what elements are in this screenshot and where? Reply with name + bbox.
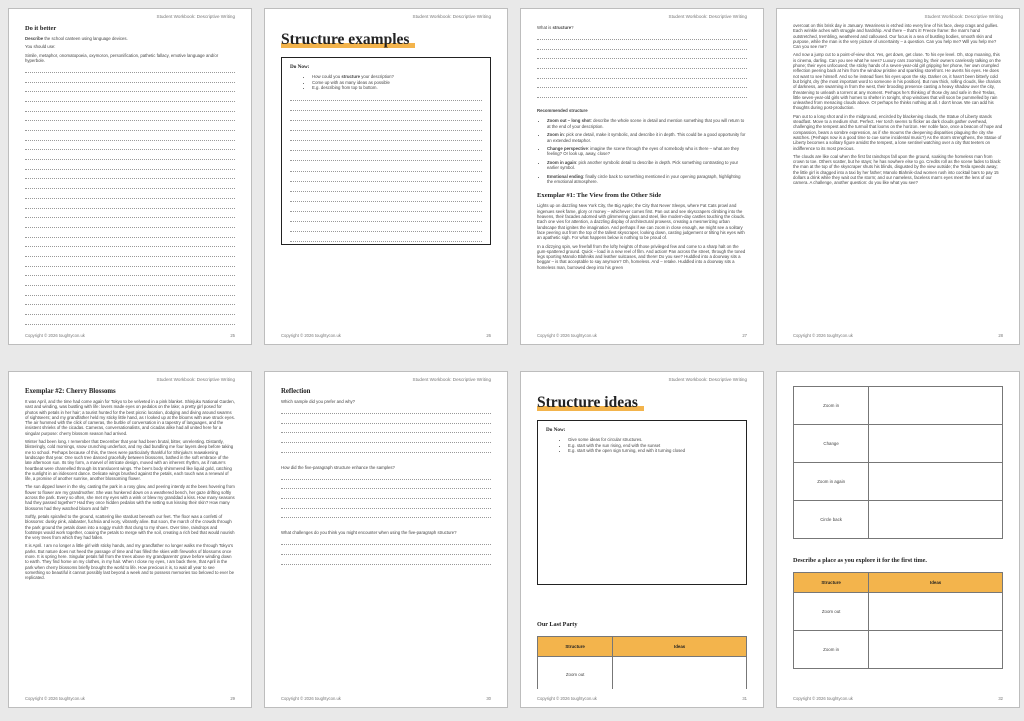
page-footer: Copyright © 2026 toughtycon.uk 30 [281, 696, 491, 701]
ruled-line [25, 208, 235, 209]
list-item: • Change perspective: imagine the scene through the eyes of somebody who is there – what are they feeling? Or look up, away, close? [547, 146, 747, 157]
ruled-line [290, 181, 482, 182]
ruled-line [25, 227, 235, 228]
ruled-line [290, 171, 482, 172]
column-header: Ideas [613, 637, 747, 657]
table-cell: Zoom in [794, 387, 869, 425]
page-footer: Copyright © 2026 toughtycon.uk 29 [25, 696, 235, 701]
list-item: • Give some ideas for circular structures. [568, 437, 738, 443]
ruled-line [25, 169, 235, 170]
page-header: Student Workbook: Descriptive Writing [924, 14, 1003, 19]
structure-table [793, 386, 1003, 539]
ruled-line [537, 97, 747, 98]
ruled-line [281, 564, 491, 565]
ruled-line [25, 72, 235, 73]
table-cell: Zoom out [794, 593, 869, 631]
paragraph: Softly, petals spiralled to the ground, scattering like stardust beneath our feet. The floor was a confetti of blossoms: dusky pink, alabaster, fuchsia and ivory, vibrantly alive. But soon, the march of the crowds through the park ground the petals down into a soggy mulch that clung to my shoes. Over time, raindrops and footsteps would work together, coaxing the petals to merge with the soil, creating a rich bed that would nourish the very trees from which they had fallen. [25, 513, 235, 541]
page-title: Do it better [25, 25, 57, 32]
list-item: • E.g. describing from top to bottom. [312, 85, 482, 91]
ruled-line [290, 160, 482, 161]
writing-lines[interactable] [290, 100, 482, 242]
devices-list: Simile, metaphor, onomatopoeia, oxymoron, personification, pathetic fallacy, emotive language and/or hyperbole. [25, 52, 219, 63]
workbook-page-26 [264, 8, 508, 345]
section-title: Our Last Party [537, 621, 578, 628]
ruled-line [281, 554, 491, 555]
ruled-line [537, 49, 747, 50]
ruled-line [25, 266, 235, 267]
page-header: Student Workbook: Descriptive Writing [156, 14, 235, 19]
ruled-line [25, 159, 235, 160]
ruled-line [537, 39, 747, 40]
page-title: Reflection [281, 388, 311, 395]
section-title: Exemplar #1: The View from the Other Side [537, 192, 662, 200]
column-header: Structure [538, 637, 613, 657]
workbook-page-28 [776, 8, 1020, 345]
ruled-line [281, 498, 491, 499]
do-now-box [537, 420, 747, 585]
ruled-line [25, 256, 235, 257]
ruled-line [290, 211, 482, 212]
ruled-line [25, 285, 235, 286]
page-number: 31 [742, 696, 747, 701]
ruled-line [25, 91, 235, 92]
structure-table [537, 636, 747, 689]
list-item: • E.g. start with the open sign turning, end with it turning closed [568, 448, 738, 454]
ruled-line [290, 120, 482, 121]
page-header: Student Workbook: Descriptive Writing [412, 14, 491, 19]
ideas-cell[interactable] [869, 463, 1003, 501]
list-item: • Emotional ending: finally circle back to something mentioned in your opening paragraph, highlighting the emotional atmosphere. [547, 174, 747, 185]
page-footer: Copyright © 2026 toughtycon.uk 32 [793, 696, 1003, 701]
list-item: • How could you structure your description? [312, 74, 482, 80]
ruled-line [537, 68, 747, 69]
page-number: 32 [998, 696, 1003, 701]
recommended-structure-list [547, 118, 747, 184]
page-title: Structure ideas [537, 394, 638, 412]
page-number: 27 [742, 333, 747, 338]
table-cell: Circle back [794, 501, 869, 539]
ruled-line [25, 188, 235, 189]
page-header: Student Workbook: Descriptive Writing [668, 14, 747, 19]
ruled-line [290, 201, 482, 202]
page-number: 28 [998, 333, 1003, 338]
ideas-cell[interactable] [613, 657, 747, 690]
ideas-cell[interactable] [869, 593, 1003, 631]
paragraph: overcoat on this brisk day in January. Weariness is etched into every line of his face, deep crags and gullies. Each wrinkle aches with struggle and hardship. And there – that's it! Freeze frame: the man's hand outstretched, trembling, weathered and calloused. Our focus is a sea of bustling bodies, smooth skin and purpose, while the man is the very picture of uncertainty – a question. Can you help me? Will you help me? Can you see me? [793, 23, 999, 50]
page-header: Student Workbook: Descriptive Writing [156, 377, 235, 382]
list-item: • Zoom in again: pick another symbolic detail to describe in depth. Pick something contrasting to your earlier symbol. [547, 160, 747, 171]
ruled-line [537, 78, 747, 79]
list-item: • Come up with as many ideas as possible [312, 80, 482, 86]
ruled-line [281, 452, 491, 453]
writing-lines[interactable] [25, 72, 235, 325]
ruled-line [25, 314, 235, 315]
workbook-page-29 [8, 371, 252, 708]
ruled-line [281, 488, 491, 489]
section-heading: Recommended structure [537, 108, 588, 114]
paragraph: Pan out to a long shot and in the midground, encircled by blackening clouds, the Statue of Liberty stands steadfast. Move to a medium shot. Perfect. Her torch seems to flicker as dark clouds gather overhead, challenging the tempest and the turmoil that looms on the horizon. Her noble face, once a beacon of hope and compassion, bears a sombre expression, as if she mourns the deepening disparities plaguing the city she watches. (Perhaps now is a good time to cue some incidental music?) As the storm strengthens, the Statue of Liberty becomes a solitary figure amidst the tempest, a lone sentinel watching over a city that teeters on indifference to its most precious. [793, 113, 1003, 151]
do-now-label: Do Now: [546, 427, 566, 433]
ruled-line [25, 101, 235, 102]
workbook-page-27 [520, 8, 764, 345]
ruled-line [290, 130, 482, 131]
task-instruction: Describe the school canteen using language devices. [25, 36, 128, 41]
ruled-line [25, 149, 235, 150]
ruled-line [281, 517, 491, 518]
ruled-line [281, 544, 491, 545]
paragraph: In a dizzying spin, we freefall from the lofty heights of those privileged few and come to a sharp halt on the gum-spattered ground. Quick – load in a new reel of film. And action! Pan across the street, through the toned legs sporting Manolo Blahniks and leather suitcases, and there! Do you see? Huddled into a doorway sits a beggar – is that acceptable to say anymore? Oh, homeless. And – retake. Huddled into a doorway sits a homeless man, burrowed deep into his green [537, 243, 746, 270]
ruled-line [25, 275, 235, 276]
ruled-line [290, 221, 482, 222]
ruled-line [25, 120, 235, 121]
ruled-line [281, 442, 491, 443]
paragraph: Lights up on dazzling New York City, the Big Apple; the City that Never Sleeps, where Fat Cats prowl and ingenues seek fame, glory or money – whichever comes first. Pan out and see skyscrapers climbing into the heavens, their facades adorned with glimmering glass and steel, like modern-day castles touching the clouds. Each one vies for attention, a dazzling display of architectural prowess, creating a mesmerizing urban landscape that ignites the imagination. And perhaps if we can zoom in close enough, we might see a solitary face peering out from the top of the tallest skyscraper, looking down, casting judgement or tilting his eyes with an apathetic sigh. For what happens below is nothing to be proud of. [537, 203, 746, 241]
do-now-box [281, 57, 491, 245]
workbook-page-25 [8, 8, 252, 345]
ruled-line [25, 140, 235, 141]
ruled-line [290, 150, 482, 151]
ruled-line [25, 111, 235, 112]
list-item: • E.g. start with the sun rising, end with the sunset [568, 443, 738, 449]
ruled-line [290, 241, 482, 242]
paragraph: The sun dipped lower in the sky, casting the park in a rosy glow, and peering intently at the bees hovering from flower to flower are my grandmother. She was hunkered down on a weathered bench, her gaze drifting softly across the park. Every so often, she met my eyes with a wink or blew my granddad a kiss. How many seasons had they passed together? Had they once hidden pedalos with the setting sun kissing their skin? How many blossoms had they watched bloom and fall? [25, 484, 235, 511]
table-cell: Zoom in again [794, 463, 869, 501]
column-header: Structure [794, 573, 869, 593]
ruled-line [290, 191, 482, 192]
ruled-line [290, 110, 482, 111]
ruled-line [281, 413, 491, 414]
ideas-cell[interactable] [869, 501, 1003, 539]
ruled-line [25, 246, 235, 247]
ideas-cell[interactable] [869, 387, 1003, 425]
list-item: • Zoom out – long shot: describe the whole scene in detail and mention something that you will return to at the end of your description. [547, 118, 747, 129]
writing-lines[interactable] [281, 479, 491, 519]
ruled-line [25, 198, 235, 199]
page-number: 25 [230, 333, 235, 338]
ruled-line [25, 304, 235, 305]
ruled-line [281, 479, 491, 480]
page-header: Student Workbook: Descriptive Writing [412, 377, 491, 382]
ruled-line [25, 178, 235, 179]
writing-lines[interactable] [281, 413, 491, 453]
page-header: Student Workbook: Descriptive Writing [668, 377, 747, 382]
workbook-page-30 [264, 371, 508, 708]
writing-lines[interactable] [281, 544, 491, 564]
ruled-line [25, 82, 235, 83]
ruled-line [25, 130, 235, 131]
ruled-line [281, 508, 491, 509]
should-use-label: You should use: [25, 44, 56, 50]
workbook-page-32 [776, 371, 1020, 708]
page-number: 30 [486, 696, 491, 701]
ruled-line [537, 87, 747, 88]
paragraph: The clouds are like coal when the first fat raindrops fall upon the ground, soaking the homeless man from crown to toe. Others scatter, but he stays; he has nowhere else to go. Credits roll as the scene fades to black: the man at the top of the skyscraper shuts his blinds, disgusted by the view outside; the Tesla speeds away; the little girl is dragged into a taxi by her father; Manolo Blahnik-clad women rush into cocktail bars to pay 15 dollars a drink while they wait out the storm; and our nameless, faceless man's eyes meet the lens of our camera. A challenge, another question: do you like what you see? [793, 153, 1002, 186]
question: What is structure? [537, 25, 574, 30]
column-header: Ideas [869, 573, 1003, 593]
ideas-cell[interactable] [869, 425, 1003, 463]
page-footer: Copyright © 2026 toughtycon.uk 25 [25, 333, 235, 338]
question: What challenges do you think you might encounter when using the five-paragraph structure? [281, 530, 457, 536]
paragraph: It was April, and the time had come again for Tokyo to be velveted in a pink blanket. Shinjuku National Garden, vast and winding, was bustling with life: lovers made eyes on pedalos on the lake; a pretty girl posed for photos with petals in her hair; a tourist hunted for the best picnic location, dodging and diving around swarms of sightseers; and my grandfather held my sticky little hand, as I looked up at the blooms with awe struck eyes. The air hummed with the click of cameras, the burble of conversation in a tapestry of languages, and the insistent shrieks of the cicadas. Cameras, conversationalists, and cicadas alike had all united here for a singular purpose: cherry blossom season had arrived. [25, 399, 235, 436]
question: How did the five-paragraph structure enhance the samples? [281, 464, 395, 470]
paragraph: And now a jump cut to a point-of-view shot. Yes, get down, get close. To his eye level. Oh, stop moaning, this is cinema, darling. Can you see what he sees? Luxury cars zooming by, their owners carelessly talking on the phone; their eyes unfocused; the sticky hands of a seven-year-old girl gripping her phone, her own crumpled reflection peering back at him from the window pristine and sparkling storefront. He averts his eyes. He does not want to see himself. And so he instead fixes his eyes upon the sky. Darker on, it hasn't been bitterly cold but bright, dry (the most important word to someone in his position). But now thick, rolling clouds, like chariots of darkness, are swarming in from the west, their brooding presence casting a heavy shadow over the city, threatening to unleash a torrent at any moment. Perhaps he's thinking of those dry and safe in their Teslas, little seven-year-old girls with homes to shelter in tonight, shop windows that will soon be pummelled by rain unleashed from menacing clouds above. Or perhaps he thinks nothing at all. I don't know. We can add his thoughts during post-production. [793, 52, 1001, 111]
question: Which sample did you prefer and why? [281, 399, 356, 404]
table-cell: Change [794, 425, 869, 463]
task-title: Describe a place as you explore it for the first time. [793, 557, 927, 564]
ruled-line [25, 324, 235, 325]
page-number: 26 [486, 333, 491, 338]
page-footer: Copyright © 2026 toughtycon.uk 27 [537, 333, 747, 338]
page-footer: Copyright © 2026 toughtycon.uk 31 [537, 696, 747, 701]
workbook-page-31 [520, 371, 764, 708]
page-footer: Copyright © 2026 toughtycon.uk 28 [793, 333, 1003, 338]
table-cell: Zoom in [794, 631, 869, 669]
ruled-line [290, 100, 482, 101]
page-number: 29 [230, 696, 235, 701]
do-now-label: Do Now: [290, 64, 310, 70]
ruled-line [25, 217, 235, 218]
ruled-line [290, 231, 482, 232]
writing-lines[interactable] [537, 39, 747, 98]
list-item: • Zoom in: pick one detail, make it symbolic, and describe it in depth. This could be a good opportunity for an extended metaphor. [547, 132, 747, 143]
table-cell: Zoom out [538, 657, 613, 690]
ruled-line [281, 432, 491, 433]
ruled-line [25, 237, 235, 238]
paragraph: Winter had been long. I remember that December that year had been brutal, bitter, unrelenting. Distantly, blisteringly, cold mornings, snow crunching underfoot, and my dad bundling me four layers deep before taking me to school. Perhaps because of this, the trees were particularly thankful for Shinjuku's reawakening landscape that year. One such tree danced gracefully between blossoms, bathed in the soft embrace of the late afternoon sun. Its tiny form, a marvel of intricate design, moved with an inherent rhythm, as if nature's heartbeat were channelled through its translucent wings. The bee's body shimmered like liquid gold, catching the sunlight in an iridescent dance. Delicate wings brushed against the petals, each touch was a renewal of life, a promise of another sunrise, another blossoming flower. [25, 439, 234, 482]
page-title: Exemplar #2: Cherry Blossoms [25, 388, 116, 395]
structure-table [793, 572, 1003, 669]
ruled-line [537, 58, 747, 59]
ruled-line [290, 140, 482, 141]
paragraph: It is April. I am no longer a little girl with sticky hands, and my grandfather no longer walks me through Tokyo's parks. But nature does not heed the passage of time and has filled the skies with fireworks of blossoms once more. It is spring here. Singular petals fall from the trees above my grandparents' grave before winding down to earth. They find home on my clothes, in my hair. When I close my eyes, I am back there, that April in the park when cherry blossoms briefly brought the world to life. How precious it is, to wait all year to see something so beautiful it cannot possibly last beyond a week and to possess memories too beloved to ever be replicated. [25, 543, 234, 581]
page-footer: Copyright © 2026 toughtycon.uk 26 [281, 333, 491, 338]
ideas-cell[interactable] [869, 631, 1003, 669]
ruled-line [281, 423, 491, 424]
page-title: Structure examples [281, 31, 409, 49]
ruled-line [25, 295, 235, 296]
